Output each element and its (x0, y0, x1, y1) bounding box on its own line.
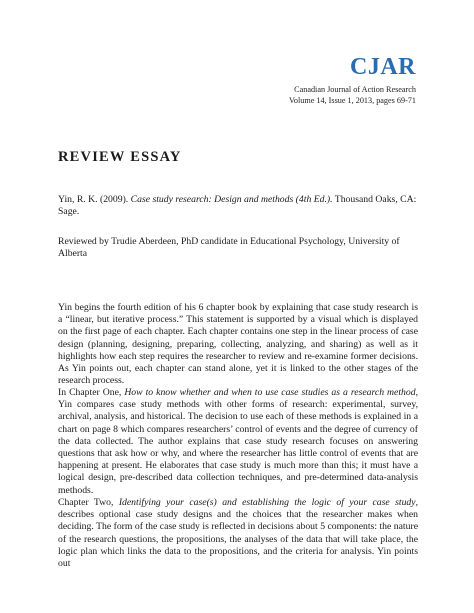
book-citation (58, 194, 418, 218)
journal-meta (289, 85, 416, 106)
chapter-two-title: Identifying your case(s) and establishing the logic of your case study (118, 497, 416, 508)
paragraph-chapter-two (58, 497, 418, 570)
chapter-one-title: How to know whether and when to use case studies as a research method (124, 387, 416, 398)
page-title: REVIEW ESSAY (58, 149, 182, 165)
p3-body: , describes optional case study designs and the choices that the researcher makes when deciding. The form of the case study is reflected in decisions about 5 components: the nature of the research questions, the propositions, the analyses of the data that will take place, the logic plan which links the data to the propositions, and the criteria for analysis. Yin points out (58, 497, 418, 570)
citation-publisher: Thousand Oaks, CA: Sage. (58, 194, 417, 218)
citation-authors: Yin, R. K. (2009). (58, 194, 131, 205)
p3-lead: Chapter Two, (58, 497, 119, 508)
paragraph-chapter-one (58, 387, 418, 497)
paragraph-intro: Yin begins the fourth edition of his 6 chapter book by explaining that case study research is a “linear, but iterative process.” This statement is supported by a visual which is displayed on the first page of each chapter. Each chapter contains one step in the linear process of case design (planning, designing, preparing, collecting, analyzing, and sharing) as well as it highlights how each step requires the researcher to review and re-examine former decisions. As Yin points out, each chapter can stand alone, yet it is linked to the other stages of the research process. (58, 302, 418, 387)
journal-logo: CJAR (350, 54, 416, 80)
journal-name: Canadian Journal of Action Research (294, 85, 416, 94)
p2-body: , Yin compares case study methods with other forms of research: experimental, survey, archival, analysis, and historical. The decision to use each of these methods is explained in a chart on page 8 which compares researchers’ control of events and the degree of currency of the data collected. The author explains that case study research focuses on answering questions that ask how or why, and where the researcher has little control of events that are happening at present. He elaborates that case study is much more than this; it must have a logical design, pre-described data collection techniques, and pre-determined data-analysis methods. (58, 387, 418, 496)
citation-book-title: Case study research: Design and methods (4th Ed.). (130, 194, 333, 205)
issue-line: Volume 14, Issue 1, 2013, pages 69-71 (289, 95, 416, 105)
p2-lead: In Chapter One, (58, 387, 125, 398)
reviewer-line: Reviewed by Trudie Aberdeen, PhD candidate in Educational Psychology, University of Alberta (58, 236, 400, 260)
